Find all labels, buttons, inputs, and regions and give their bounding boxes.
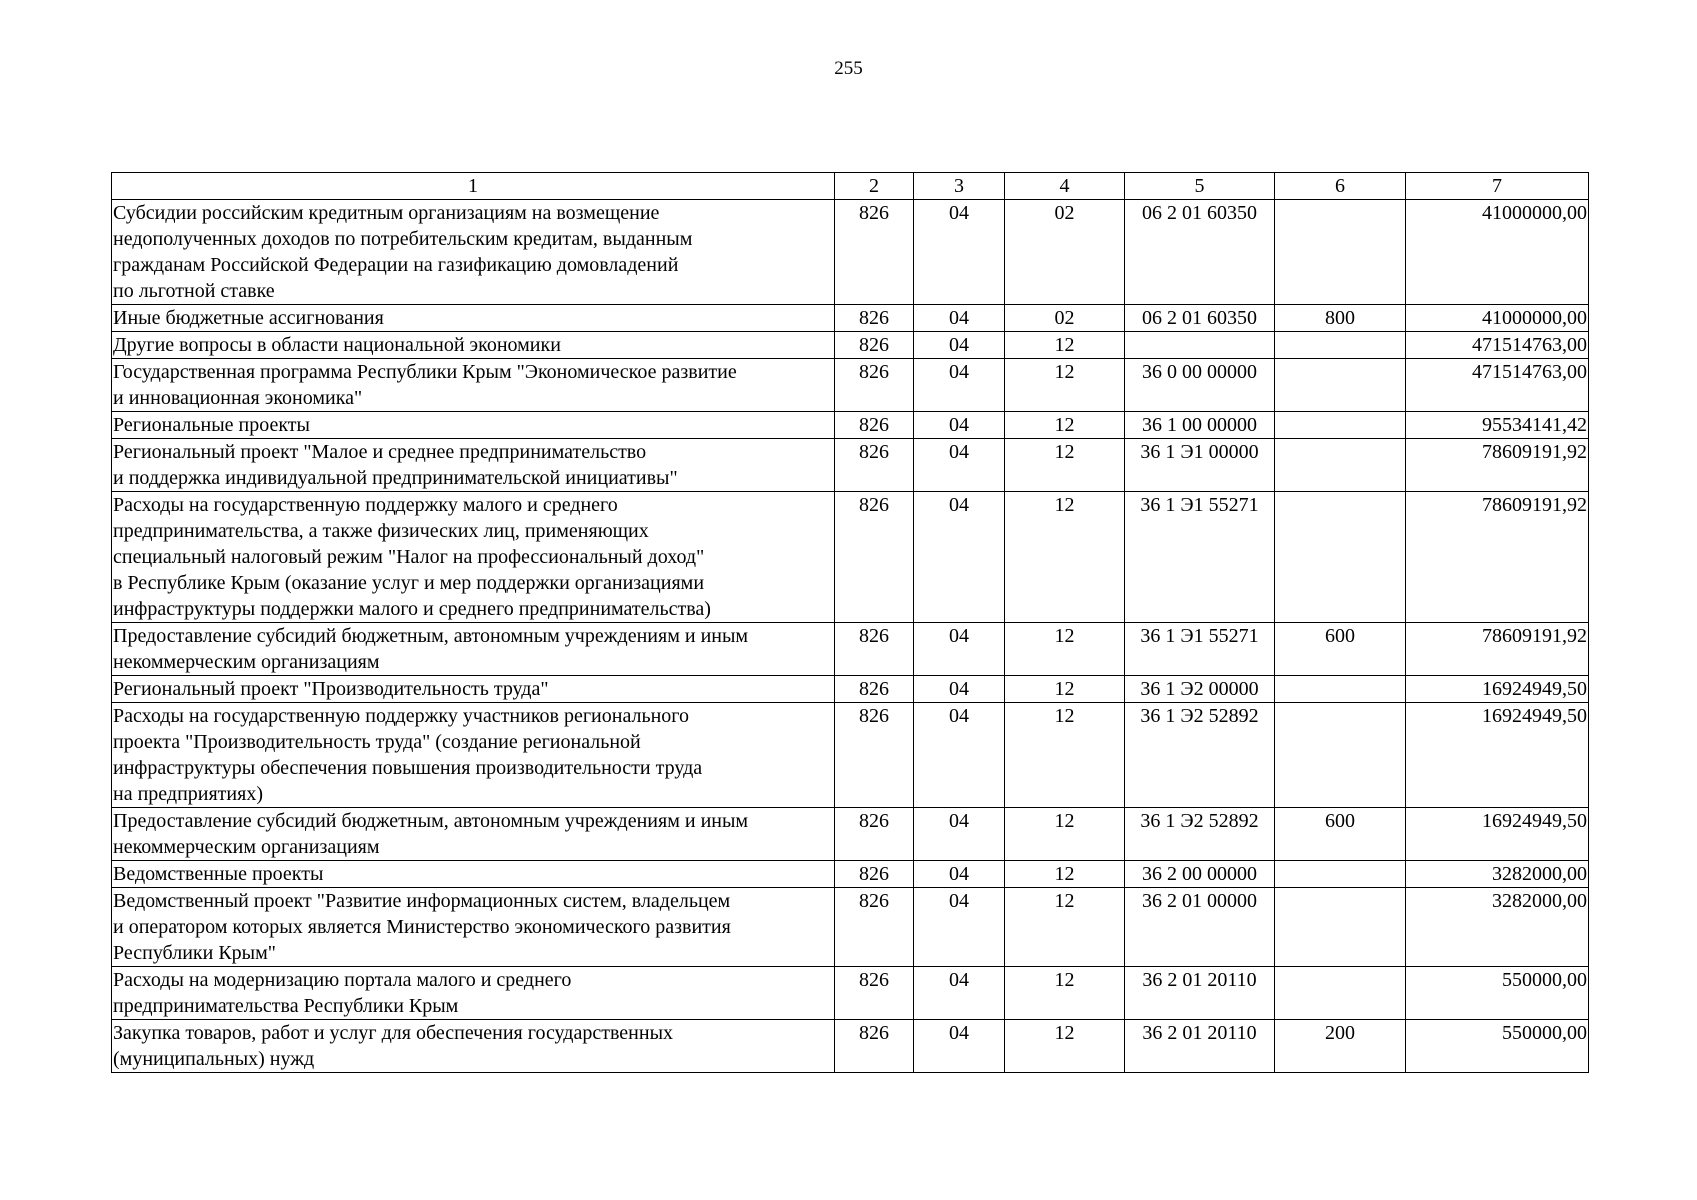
budget-table [111, 172, 1589, 1073]
subsection-code: 12 [1005, 808, 1125, 861]
target-article-code: 06 2 01 60350 [1125, 200, 1275, 305]
target-article-code: 36 2 01 20110 [1125, 967, 1275, 1020]
table-row [112, 305, 1589, 332]
table-row [112, 412, 1589, 439]
subsection-code: 12 [1005, 967, 1125, 1020]
subsection-code: 12 [1005, 412, 1125, 439]
target-article-code: 36 1 Э2 00000 [1125, 676, 1275, 703]
section-code: 04 [914, 888, 1005, 967]
expense-type-code: 800 [1275, 305, 1406, 332]
target-article-code: 36 0 00 00000 [1125, 359, 1275, 412]
header-row [112, 173, 1589, 200]
section-code: 04 [914, 412, 1005, 439]
item-name: Субсидии российским кредитным организациям на возмещение недополученных доходов по потребительским кредитам, выданным гражданам Российской Федерации на газификацию домовладений по льготной ставке [112, 200, 835, 305]
section-code: 04 [914, 200, 1005, 305]
admin-code: 826 [835, 808, 914, 861]
target-article-code: 36 2 01 20110 [1125, 1020, 1275, 1073]
admin-code: 826 [835, 967, 914, 1020]
expense-type-code: 600 [1275, 808, 1406, 861]
expense-type-code: 200 [1275, 1020, 1406, 1073]
admin-code: 826 [835, 703, 914, 808]
item-name: Другие вопросы в области национальной экономики [112, 332, 835, 359]
target-article-code: 36 1 Э1 55271 [1125, 492, 1275, 623]
amount: 16924949,50 [1406, 808, 1589, 861]
target-article-code: 36 2 00 00000 [1125, 861, 1275, 888]
admin-code: 826 [835, 200, 914, 305]
section-code: 04 [914, 359, 1005, 412]
subsection-code: 12 [1005, 1020, 1125, 1073]
expense-type-code [1275, 200, 1406, 305]
table-row [112, 439, 1589, 492]
target-article-code: 36 1 Э1 55271 [1125, 623, 1275, 676]
subsection-code: 12 [1005, 623, 1125, 676]
section-code: 04 [914, 676, 1005, 703]
item-name: Государственная программа Республики Крым "Экономическое развитие и инновационная экономика" [112, 359, 835, 412]
section-code: 04 [914, 305, 1005, 332]
amount: 3282000,00 [1406, 861, 1589, 888]
subsection-code: 02 [1005, 305, 1125, 332]
admin-code: 826 [835, 332, 914, 359]
section-code: 04 [914, 492, 1005, 623]
admin-code: 826 [835, 623, 914, 676]
admin-code: 826 [835, 1020, 914, 1073]
amount: 95534141,42 [1406, 412, 1589, 439]
table-row [112, 676, 1589, 703]
table-row [112, 808, 1589, 861]
subsection-code: 12 [1005, 861, 1125, 888]
section-code: 04 [914, 703, 1005, 808]
admin-code: 826 [835, 412, 914, 439]
item-name: Иные бюджетные ассигнования [112, 305, 835, 332]
subsection-code: 12 [1005, 703, 1125, 808]
section-code: 04 [914, 808, 1005, 861]
item-name: Расходы на государственную поддержку малого и среднего предпринимательства, а также физических лиц, применяющих специальный налоговый режим "Налог на профессиональный доход" в Республике Крым (оказание услуг и мер поддержки организациями инфраструктуры поддержки малого и среднего предпринимательства) [112, 492, 835, 623]
amount: 471514763,00 [1406, 332, 1589, 359]
admin-code: 826 [835, 676, 914, 703]
subsection-code: 12 [1005, 439, 1125, 492]
subsection-code: 12 [1005, 888, 1125, 967]
item-name: Расходы на модернизацию портала малого и среднего предпринимательства Республики Крым [112, 967, 835, 1020]
admin-code: 826 [835, 359, 914, 412]
amount: 78609191,92 [1406, 439, 1589, 492]
target-article-code: 06 2 01 60350 [1125, 305, 1275, 332]
header-cell: 6 [1275, 173, 1406, 200]
expense-type-code [1275, 359, 1406, 412]
item-name: Региональный проект "Малое и среднее предпринимательство и поддержка индивидуальной предпринимательской инициативы" [112, 439, 835, 492]
item-name: Предоставление субсидий бюджетным, автономным учреждениям и иным некоммерческим организациям [112, 808, 835, 861]
section-code: 04 [914, 861, 1005, 888]
amount: 41000000,00 [1406, 305, 1589, 332]
section-code: 04 [914, 967, 1005, 1020]
section-code: 04 [914, 439, 1005, 492]
subsection-code: 12 [1005, 492, 1125, 623]
table-row [112, 1020, 1589, 1073]
table-row [112, 359, 1589, 412]
header-cell: 7 [1406, 173, 1589, 200]
target-article-code: 36 1 Э2 52892 [1125, 808, 1275, 861]
admin-code: 826 [835, 861, 914, 888]
expense-type-code [1275, 703, 1406, 808]
admin-code: 826 [835, 305, 914, 332]
header-cell: 3 [914, 173, 1005, 200]
section-code: 04 [914, 623, 1005, 676]
header-cell: 5 [1125, 173, 1275, 200]
table-row [112, 967, 1589, 1020]
target-article-code: 36 1 Э2 52892 [1125, 703, 1275, 808]
item-name: Предоставление субсидий бюджетным, автономным учреждениям и иным некоммерческим организациям [112, 623, 835, 676]
amount: 3282000,00 [1406, 888, 1589, 967]
section-code: 04 [914, 332, 1005, 359]
table-row [112, 888, 1589, 967]
expense-type-code [1275, 967, 1406, 1020]
item-name: Ведомственный проект "Развитие информационных систем, владельцем и оператором которых является Министерство экономического развития Республики Крым" [112, 888, 835, 967]
target-article-code: 36 1 Э1 00000 [1125, 439, 1275, 492]
target-article-code: 36 2 01 00000 [1125, 888, 1275, 967]
table-row [112, 623, 1589, 676]
item-name: Закупка товаров, работ и услуг для обеспечения государственных (муниципальных) нужд [112, 1020, 835, 1073]
expense-type-code: 600 [1275, 623, 1406, 676]
header-cell: 4 [1005, 173, 1125, 200]
target-article-code [1125, 332, 1275, 359]
target-article-code: 36 1 00 00000 [1125, 412, 1275, 439]
item-name: Ведомственные проекты [112, 861, 835, 888]
amount: 16924949,50 [1406, 676, 1589, 703]
header-cell: 1 [112, 173, 835, 200]
amount: 550000,00 [1406, 1020, 1589, 1073]
table-row [112, 200, 1589, 305]
expense-type-code [1275, 861, 1406, 888]
table-row [112, 861, 1589, 888]
table-row [112, 703, 1589, 808]
item-name: Региональные проекты [112, 412, 835, 439]
expense-type-code [1275, 412, 1406, 439]
expense-type-code [1275, 439, 1406, 492]
expense-type-code [1275, 492, 1406, 623]
expense-type-code [1275, 888, 1406, 967]
subsection-code: 12 [1005, 676, 1125, 703]
item-name: Расходы на государственную поддержку участников регионального проекта "Производительность труда" (создание региональной инфраструктуры обеспечения повышения производительности труда на предприятиях) [112, 703, 835, 808]
table-row [112, 332, 1589, 359]
expense-type-code [1275, 676, 1406, 703]
item-name: Региональный проект "Производительность труда" [112, 676, 835, 703]
admin-code: 826 [835, 492, 914, 623]
amount: 471514763,00 [1406, 359, 1589, 412]
amount: 78609191,92 [1406, 623, 1589, 676]
amount: 16924949,50 [1406, 703, 1589, 808]
header-cell: 2 [835, 173, 914, 200]
amount: 41000000,00 [1406, 200, 1589, 305]
page-number: 255 [834, 58, 863, 79]
expense-type-code [1275, 332, 1406, 359]
amount: 550000,00 [1406, 967, 1589, 1020]
admin-code: 826 [835, 888, 914, 967]
subsection-code: 02 [1005, 200, 1125, 305]
table-row [112, 492, 1589, 623]
subsection-code: 12 [1005, 332, 1125, 359]
admin-code: 826 [835, 439, 914, 492]
section-code: 04 [914, 1020, 1005, 1073]
amount: 78609191,92 [1406, 492, 1589, 623]
subsection-code: 12 [1005, 359, 1125, 412]
